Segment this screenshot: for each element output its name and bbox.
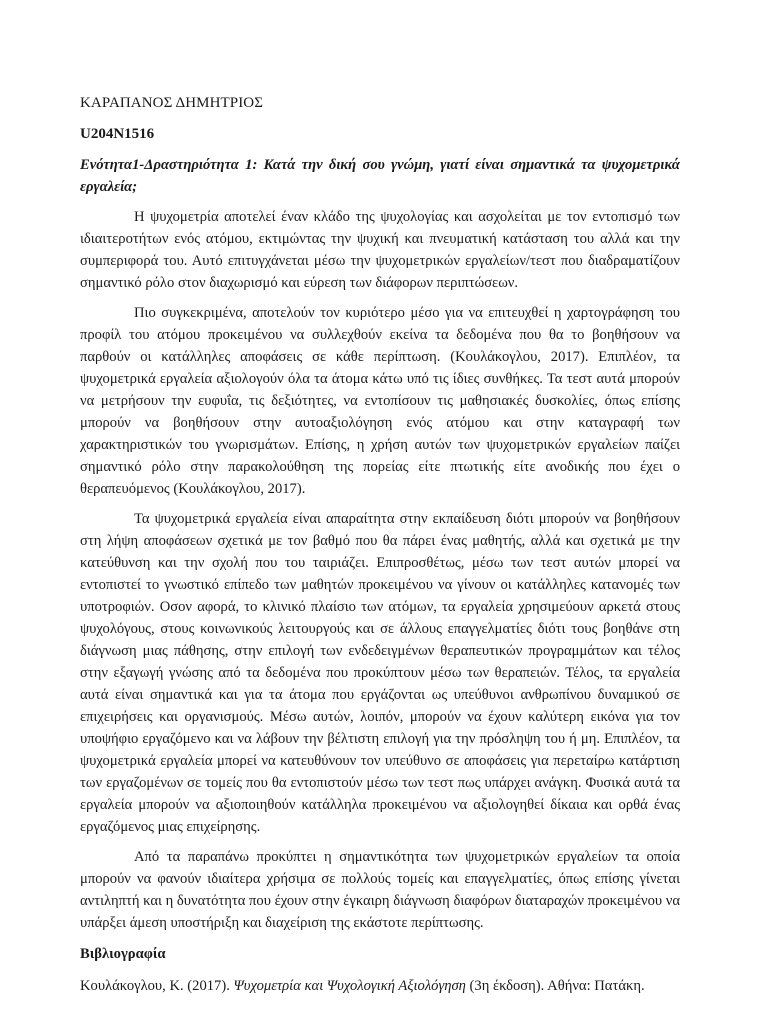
reference-title: Ψυχομετρία και Ψυχολογική Αξιολόγηση (233, 978, 466, 994)
assignment-question: Ενότητα1-Δραστηριότητα 1: Κατά την δική σου γνώμη, γιατί είναι σημαντικά τα ψυχομετρικά εργαλεία; (80, 157, 680, 195)
body-paragraph-2: Πιο συγκεκριμένα, αποτελούν τον κυριότερο μέσο για να επιτευχθεί η χαρτογράφηση του προφίλ του ατόμου προκειμένου να συλλεχθούν εκείνα τα δεδομένα που θα το βοηθήσουν να παρθούν οι κατάλληλες αποφάσεις σε κάθε περίπτωση. (Κουλάκογλου, 2017). Επιπλέον, τα ψυχομετρικά εργαλεία αξιολογούν όλα τα άτομα κάτω υπό τις ίδιες συνθήκες. Τα τεστ αυτά μπορούν να μετρήσουν την ευφυΐα, τις δεξιότητες, να εντοπίσουν τις μαθησιακές δυσκολίες, όπως επίσης μπορούν να βοηθήσουν στην αυτοαξιολόγηση ενός ατόμου και στην καταγραφή των χαρακτηριστικών του γνωρισμάτων. Επίσης, η χρήση αυτών των ψυχομετρικών εργαλείων παίζει σημαντικό ρόλο στην παρακολούθηση της πορείας είτε πτωτικής είτε ανοδικής που έχει ο θεραπευόμενος (Κουλάκογλου, 2017). (80, 305, 680, 497)
author-name: ΚΑΡΑΠΑΝΟΣ ΔΗΜΗΤΡΙΟΣ (80, 95, 264, 111)
body-paragraph-3: Τα ψυχομετρικά εργαλεία είναι απαραίτητα στην εκπαίδευση διότι μπορούν να βοηθήσουν στη λήψη αποφάσεων σχετικά με τον βαθμό που θα πάρει ένας μαθητής, αλλά και σχετικά με την κατεύθυνση και την σχολή που του ταιριάζει. Επιπροσθέτως, μέσω των τεστ αυτών μπορεί να εντοπιστεί το γνωστικό επίπεδο των μαθητών προκειμένου να γίνουν οι κατάλληλες κατανομές των υποτροφιών. Οσον αφορά, το κλινικό πλαίσιο των ατόμων, τα εργαλεία χρησιμεύουν αρκετά στους ψυχολόγους, στους κοινωνικούς λειτουργούς και σε άλλους επαγγελματίες διότι τους βοηθάνε στη διάγνωση μιας πάθησης, στην επιλογή των ενδεδειγμένων θεραπευτικών προγραμμάτων και τέλος στην εξαγωγή γνώσης από τα δεδομένα που προκύπτουν μέσω των θεραπειών. Τέλος, τα εργαλεία αυτά είναι σημαντικά και για τα άτομα που εργάζονται ως υπεύθυνοι ανθρωπίνου δυναμικού σε επιχειρήσεις και οργανισμούς. Μέσω αυτών, λοιπόν, μπορούν να έχουν καλύτερη εικόνα για τον υποψήφιο εργαζόμενο και να λάβουν την βέλτιστη επιλογή για την πρόσληψη του ή μη. Επιπλέον, τα ψυχομετρικά εργαλεία μπορεί να κατευθύνουν τον υπεύθυνο σε αποφάσεις για περεταίρω κατάρτιση των εργαζομένων σε τομείς που θα εντοπιστούν μέσω των τεστ πως υπάρχει ανάγκη. Φυσικά αυτά τα εργαλεία μπορούν να αξιοποιηθούν κατάλληλα προκειμένου να αξιολογηθεί δίκαια και ορθά ένας εργαζόμενος μιας επιχείρησης. (80, 511, 680, 835)
body-paragraph-1: Η ψυχομετρία αποτελεί έναν κλάδο της ψυχολογίας και ασχολείται με τον εντοπισμό των ιδιαιτεροτήτων ενός ατόμου, εκτιμώντας την ψυχική και πνευματική κατάσταση του αλλά και την συμπεριφορά του. Αυτό επιτυγχάνεται μέσω την ψυχομετρικών εργαλείων/τεστ που διαδραματίζουν σημαντικό ρόλο στον διαχωρισμό και εύρεση των διάφορων περιπτώσεων. (80, 209, 680, 291)
reference-authors: Κουλάκογλου, Κ. (2017). (80, 978, 234, 994)
body-paragraph-4: Από τα παραπάνω προκύπτει η σημαντικότητα των ψυχομετρικών εργαλείων τα οποία μπορούν να φανούν ιδιαίτερα χρήσιμα σε πολλούς τομείς και επαγγελματίες, όπως επίσης γίνεται αντιληπτή και η δυνατότητα που έχουν στην έγκαιρη διάγνωση διαφόρων διαταραχών προκειμένου να υπάρξει άμεση υποστήριξη και διαχείριση της εκάστοτε περίπτωσης. (80, 849, 680, 931)
bibliography-heading: Βιβλιογραφία (80, 946, 166, 962)
student-id: U204N1516 (80, 126, 155, 142)
document-page (80, 92, 680, 997)
bibliography-reference (80, 975, 680, 997)
reference-publisher: (3η έκδοση). Αθήνα: Πατάκη. (465, 978, 645, 994)
